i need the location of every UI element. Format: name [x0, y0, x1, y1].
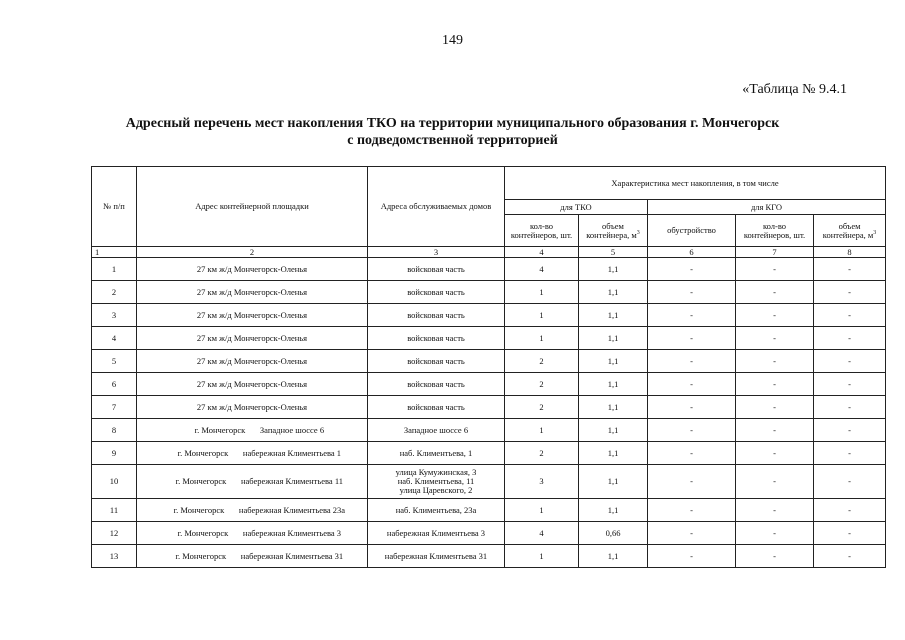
kgo-equipment: - — [648, 304, 736, 327]
kgo-count: - — [736, 327, 814, 350]
kgo-equipment: - — [648, 281, 736, 304]
kgo-count: - — [736, 373, 814, 396]
served-address: наб. Климентьева, 23а — [395, 504, 477, 515]
table-header — [92, 167, 886, 258]
served-address: Западное шоссе 6 — [403, 424, 469, 435]
tko-count: 4 — [505, 522, 579, 545]
kgo-equipment: - — [648, 373, 736, 396]
tko-volume: 1,1 — [579, 396, 648, 419]
address-city: г. Мончегорск — [194, 424, 246, 435]
address-street: 27 км ж/д Мончегорск-Оленья — [196, 309, 308, 320]
kgo-volume: - — [814, 258, 886, 281]
table-row — [92, 499, 886, 522]
kgo-volume: - — [814, 373, 886, 396]
header-kgo-equipment: обустройство — [648, 215, 736, 247]
tko-volume: 1,1 — [579, 545, 648, 568]
container-address — [137, 396, 368, 419]
served-address: войсковая часть — [407, 309, 465, 320]
table-row — [92, 465, 886, 499]
kgo-volume: - — [814, 545, 886, 568]
container-address — [137, 373, 368, 396]
address-city: г. Мончегорск — [173, 504, 225, 515]
column-number: 7 — [736, 247, 814, 258]
kgo-volume: - — [814, 350, 886, 373]
served-addresses — [368, 442, 505, 465]
kgo-volume: - — [814, 281, 886, 304]
tko-count: 1 — [505, 499, 579, 522]
kgo-volume: - — [814, 442, 886, 465]
row-number: 5 — [92, 350, 137, 373]
container-address — [137, 499, 368, 522]
kgo-volume: - — [814, 465, 886, 499]
kgo-count: - — [736, 304, 814, 327]
tko-count: 3 — [505, 465, 579, 499]
address-city: г. Мончегорск — [177, 527, 229, 538]
address-street: Западное шоссе 6 — [259, 424, 325, 435]
row-number: 12 — [92, 522, 137, 545]
table-row — [92, 327, 886, 350]
table-row — [92, 373, 886, 396]
served-addresses — [368, 465, 505, 499]
address-street: набережная Климентьева 11 — [240, 476, 344, 486]
header-tko-volume: объем контейнера, $м^3$ — [579, 215, 648, 247]
served-addresses — [368, 499, 505, 522]
table-row — [92, 350, 886, 373]
registry-table — [91, 166, 886, 568]
table-row — [92, 258, 886, 281]
kgo-count: - — [736, 522, 814, 545]
kgo-count: - — [736, 465, 814, 499]
kgo-volume: - — [814, 499, 886, 522]
header-kgo: для КГО — [648, 200, 886, 215]
kgo-count: - — [736, 396, 814, 419]
address-city: г. Мончегорск — [177, 447, 229, 458]
column-number: 8 — [814, 247, 886, 258]
served-address: войсковая часть — [407, 332, 465, 343]
address-street: 27 км ж/д Мончегорск-Оленья — [196, 263, 308, 274]
header-address: Адрес контейнерной площадки — [137, 167, 368, 247]
served-addresses — [368, 258, 505, 281]
address-street: 27 км ж/д Мончегорск-Оленья — [196, 355, 308, 366]
page-number: 149 — [442, 33, 463, 48]
container-address — [137, 545, 368, 568]
kgo-equipment: - — [648, 442, 736, 465]
served-address: войсковая часть — [407, 378, 465, 389]
served-address: набережная Климентьева 31 — [384, 550, 488, 561]
kgo-equipment: - — [648, 350, 736, 373]
address-street: 27 км ж/д Мончегорск-Оленья — [196, 378, 308, 389]
served-addresses — [368, 327, 505, 350]
address-street: набережная Климентьева 31 — [240, 550, 344, 561]
header-num: № п/п — [92, 167, 137, 247]
tko-volume: 1,1 — [579, 499, 648, 522]
kgo-volume: - — [814, 304, 886, 327]
row-number: 2 — [92, 281, 137, 304]
served-address: войсковая часть — [407, 286, 465, 297]
kgo-volume: - — [814, 396, 886, 419]
container-address — [137, 281, 368, 304]
row-number: 4 — [92, 327, 137, 350]
tko-count: 1 — [505, 327, 579, 350]
tko-count: 2 — [505, 373, 579, 396]
kgo-equipment: - — [648, 545, 736, 568]
container-address — [137, 419, 368, 442]
address-city: г. Мончегорск — [175, 550, 227, 561]
served-addresses — [368, 373, 505, 396]
table-row — [92, 419, 886, 442]
served-addresses — [368, 281, 505, 304]
served-addresses — [368, 522, 505, 545]
title-line-1: Адресный перечень мест накопления ТКО на территории муниципального образования г. Мончегорск — [125, 116, 780, 131]
kgo-count: - — [736, 419, 814, 442]
container-address — [137, 258, 368, 281]
kgo-equipment: - — [648, 419, 736, 442]
kgo-count: - — [736, 281, 814, 304]
served-address: войсковая часть — [407, 401, 465, 412]
column-number: 2 — [137, 247, 368, 258]
tko-count: 1 — [505, 281, 579, 304]
kgo-equipment: - — [648, 396, 736, 419]
served-address: набережная Климентьева 3 — [386, 527, 486, 538]
table-row — [92, 304, 886, 327]
column-number: 5 — [579, 247, 648, 258]
title-line-2: с подведомственной территорией — [347, 133, 558, 148]
column-number: 3 — [368, 247, 505, 258]
kgo-equipment: - — [648, 522, 736, 545]
kgo-count: - — [736, 545, 814, 568]
address-street: набережная Климентьева 3 — [242, 527, 342, 538]
served-address: улица Кумужинская, 3 — [395, 467, 477, 477]
row-number: 10 — [92, 465, 137, 499]
table-row — [92, 522, 886, 545]
served-addresses — [368, 396, 505, 419]
tko-count: 2 — [505, 350, 579, 373]
address-street: 27 км ж/д Мончегорск-Оленья — [196, 401, 308, 412]
container-address — [137, 465, 368, 499]
kgo-count: - — [736, 350, 814, 373]
tko-volume: 1,1 — [579, 350, 648, 373]
served-address: войсковая часть — [407, 355, 465, 366]
served-addresses — [368, 350, 505, 373]
header-characteristics: Характеристика мест накопления, в том числе — [505, 167, 886, 200]
kgo-equipment: - — [648, 327, 736, 350]
kgo-equipment: - — [648, 499, 736, 522]
container-address — [137, 442, 368, 465]
kgo-volume: - — [814, 522, 886, 545]
served-address: войсковая часть — [407, 263, 465, 274]
header-tko: для ТКО — [505, 200, 648, 215]
row-number: 3 — [92, 304, 137, 327]
row-number: 8 — [92, 419, 137, 442]
row-number: 7 — [92, 396, 137, 419]
row-number: 13 — [92, 545, 137, 568]
served-addresses — [368, 419, 505, 442]
address-city: г. Мончегорск — [175, 476, 227, 486]
table-row — [92, 396, 886, 419]
container-address — [137, 522, 368, 545]
table-row — [92, 545, 886, 568]
column-number: 1 — [92, 247, 137, 258]
kgo-count: - — [736, 258, 814, 281]
address-street: 27 км ж/д Мончегорск-Оленья — [196, 332, 308, 343]
tko-volume: 1,1 — [579, 373, 648, 396]
kgo-volume: - — [814, 327, 886, 350]
table-label: «Таблица № 9.4.1 — [742, 82, 847, 97]
column-number-row — [92, 247, 886, 258]
kgo-count: - — [736, 499, 814, 522]
address-street: набережная Климентьева 1 — [242, 447, 342, 458]
document-title — [0, 115, 905, 149]
row-number: 11 — [92, 499, 137, 522]
tko-volume: 1,1 — [579, 419, 648, 442]
kgo-equipment: - — [648, 465, 736, 499]
row-number: 6 — [92, 373, 137, 396]
column-number: 4 — [505, 247, 579, 258]
kgo-volume: - — [814, 419, 886, 442]
table-body — [92, 258, 886, 568]
tko-count: 1 — [505, 304, 579, 327]
tko-volume: 1,1 — [579, 327, 648, 350]
tko-volume: 1,1 — [579, 281, 648, 304]
tko-volume: 1,1 — [579, 304, 648, 327]
kgo-equipment: - — [648, 258, 736, 281]
header-tko-count: кол-во контейнеров, шт. — [505, 215, 579, 247]
container-address — [137, 327, 368, 350]
tko-volume: 1,1 — [579, 442, 648, 465]
address-street: 27 км ж/д Мончегорск-Оленья — [196, 286, 308, 297]
served-addresses — [368, 304, 505, 327]
row-number: 9 — [92, 442, 137, 465]
header-kgo-count: кол-во контейнеров, шт. — [736, 215, 814, 247]
column-number: 6 — [648, 247, 736, 258]
served-address: улица Царевского, 2 — [399, 485, 473, 495]
tko-count: 1 — [505, 419, 579, 442]
tko-count: 4 — [505, 258, 579, 281]
header-kgo-volume: объем контейнера, $м^3$ — [814, 215, 886, 247]
table-row — [92, 442, 886, 465]
served-addresses — [368, 545, 505, 568]
kgo-count: - — [736, 442, 814, 465]
tko-volume: 1,1 — [579, 465, 648, 499]
table-row — [92, 281, 886, 304]
tko-count: 2 — [505, 396, 579, 419]
tko-count: 1 — [505, 545, 579, 568]
tko-volume: 1,1 — [579, 258, 648, 281]
row-number: 1 — [92, 258, 137, 281]
served-address: наб. Климентьева, 11 — [397, 476, 475, 486]
header-served: Адреса обслуживаемых домов — [368, 167, 505, 247]
container-address — [137, 350, 368, 373]
tko-count: 2 — [505, 442, 579, 465]
address-street: набережная Климентьева 23а — [238, 504, 346, 515]
served-address: наб. Климентьева, 1 — [399, 447, 473, 458]
tko-volume: 0,66 — [579, 522, 648, 545]
container-address — [137, 304, 368, 327]
